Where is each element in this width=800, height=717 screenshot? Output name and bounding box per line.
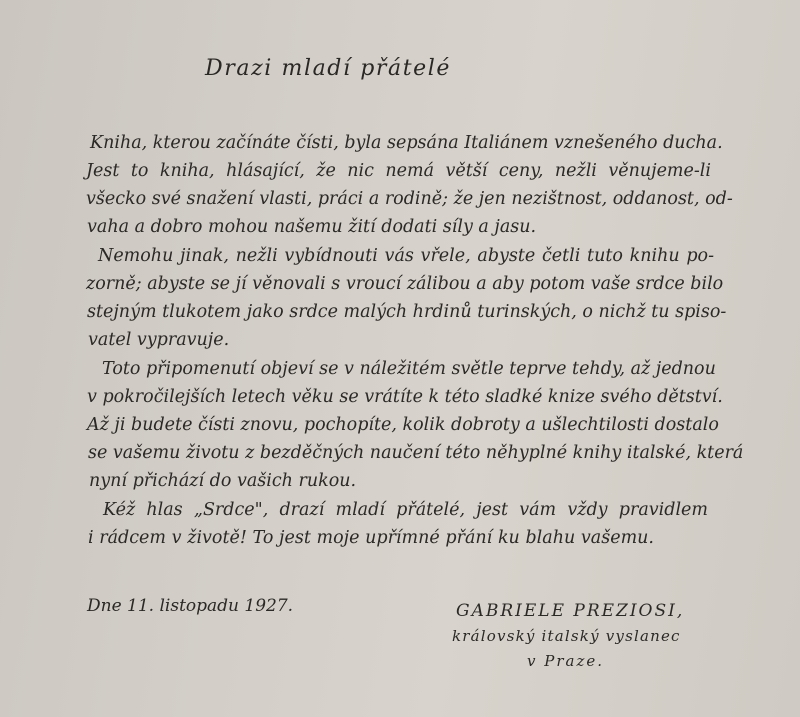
- text-line: Až ji budete čísti znovu, pochopíte, kolik dobroty a ušlechtilosti dostalo: [87, 415, 719, 435]
- text-line: všecko své snažení vlasti, práci a rodině; že jen nezištnost, oddanost, od-: [86, 189, 733, 209]
- signature-name: GABRIELE PREZIOSI,: [456, 601, 685, 621]
- text-line: zorně; abyste se jí věnovali s vroucí zálibou a aby potom vaše srdce bilo: [86, 274, 724, 294]
- page-heading: Drazi mladí přátelé: [205, 56, 452, 81]
- text-line: i rádcem v životě! To jest moje upřímné přání ku blahu vašemu.: [88, 528, 654, 548]
- text-line: Kéž hlas „Srdce", drazí mladí přátelé, jest vám vždy pravidlem: [103, 500, 708, 520]
- text-line: vaha a dobro mohou našemu žití dodati síly a jasu.: [87, 217, 537, 237]
- text-line: Kniha, kterou začínáte čísti, byla sepsána Italiánem vznešeného ducha.: [90, 133, 723, 153]
- letter-date: Dne 11. listopadu 1927.: [87, 596, 294, 616]
- signature-place: v Praze.: [527, 652, 604, 670]
- text-line: Jest to kniha, hlásající, že nic nemá větší ceny, nežli věnujeme-li: [86, 161, 711, 181]
- text-line: Toto připomenutí objeví se v náležitém světle teprve tehdy, až jednou: [102, 359, 716, 379]
- text-line: se vašemu životu z bezděčných naučení této něhyplné knihy italské, která: [88, 443, 744, 463]
- text-line: vatel vypravuje.: [88, 330, 230, 350]
- text-line: nyní přichází do vašich rukou.: [89, 471, 357, 491]
- text-line: Nemohu jinak, nežli vybídnouti vás vřele, abyste četli tuto knihu po-: [98, 246, 714, 266]
- signature-title: královský italský vyslanec: [452, 627, 681, 645]
- text-line: v pokročilejších letech věku se vrátíte k této sladké knize svého dětství.: [87, 387, 723, 407]
- text-line: stejným tlukotem jako srdce malých hrdinů turinských, o nichž tu spiso-: [87, 302, 727, 322]
